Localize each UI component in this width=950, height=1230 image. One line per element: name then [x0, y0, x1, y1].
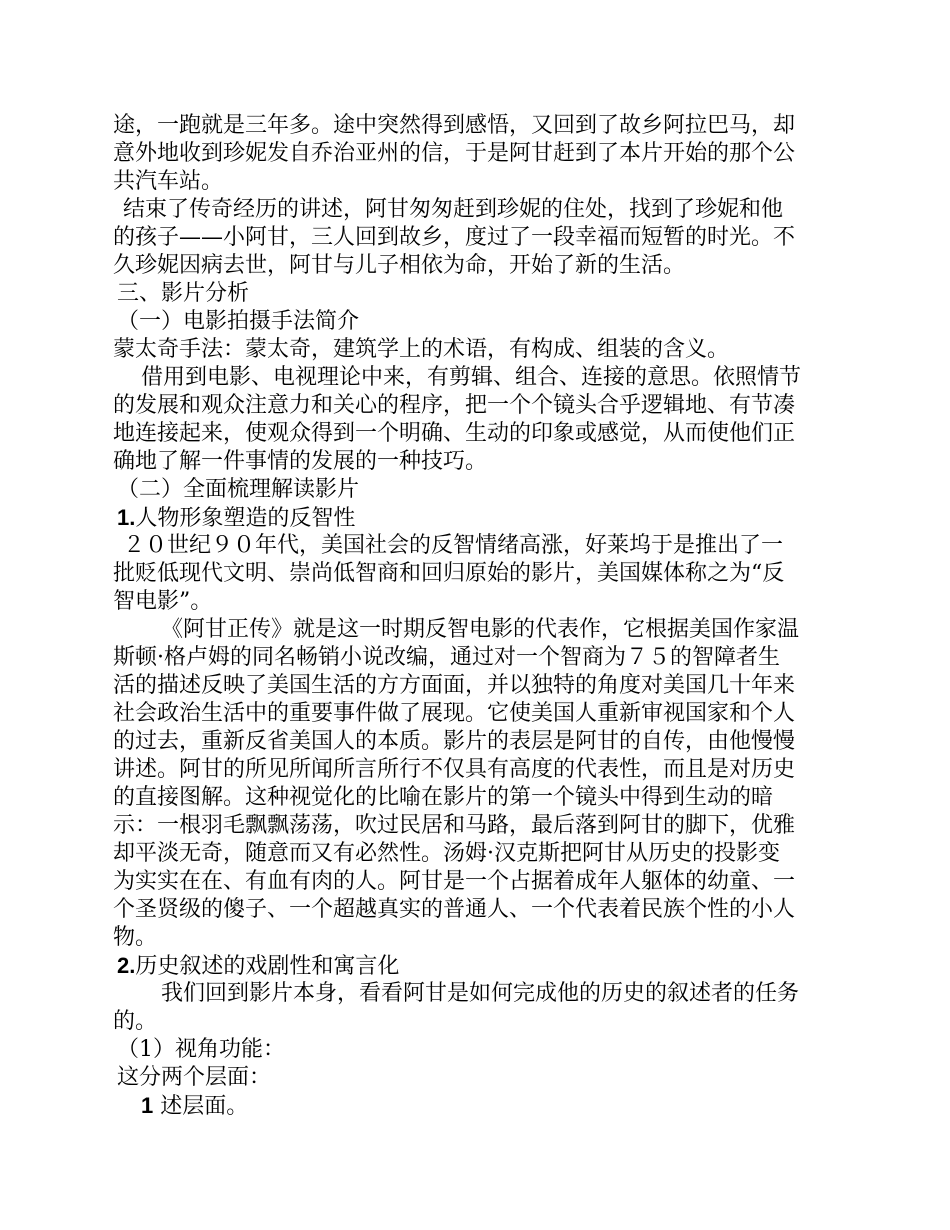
paragraph-line: 地连接起来，使观众得到一个明确、生动的印象或感觉，从而使他们正 [113, 421, 796, 446]
item-text: 述层面。 [160, 1094, 249, 1119]
subsection-heading: （一）电影拍摄手法简介 [117, 309, 360, 334]
paragraph-line: 蒙太奇手法：蒙太奇，建筑学上的术语，有构成、组装的含义。 [113, 337, 730, 362]
paragraph-line: 却平淡无奇，随意而又有必然性。汤姆·汉克斯把阿甘从历史的投影变 [113, 841, 780, 866]
paragraph-line: 久珍妮因病去世，阿甘与儿子相依为命，开始了新的生活。 [113, 253, 686, 278]
paragraph-line: 的过去，重新反省美国人的本质。影片的表层是阿甘的自传，由他慢慢 [113, 729, 796, 754]
paragraph-line: 活的描述反映了美国生活的方方面面，并以独特的角度对美国几十年来 [113, 673, 796, 698]
paragraph-line: 社会政治生活中的重要事件做了展现。它使美国人重新审视国家和个人 [113, 701, 796, 726]
paragraph-line: 我们回到影片本身，看看阿甘是如何完成他的历史的叙述者的任务 [161, 981, 800, 1006]
heading-text: 人物形象塑造的反智性 [135, 506, 356, 531]
numbered-heading [113, 504, 837, 532]
document-body [113, 112, 837, 1120]
paragraph-line: 的直接图解。这种视觉化的比喻在影片的第一个镜头中得到生动的暗 [113, 785, 774, 810]
paragraph-line: 意外地收到珍妮发自乔治亚州的信，于是阿甘赶到了本片开始的那个公 [113, 141, 796, 166]
paragraph-line: 的孩子——小阿甘，三人回到故乡，度过了一段幸福而短暂的时光。不 [113, 225, 796, 250]
paragraph-line: 确地了解一件事情的发展的一种技巧。 [113, 449, 488, 474]
paragraph-line: 的发展和观众注意力和关心的程序，把一个个镜头合乎逻辑地、有节凑 [113, 393, 796, 418]
paragraph-line: 批贬低现代文明、崇尚低智商和回归原始的影片，美国媒体称之为“反 [113, 561, 785, 586]
section-heading: 三、影片分析 [117, 281, 250, 306]
paragraph-line: 的。 [113, 1009, 158, 1034]
item-number: 1 [141, 1093, 154, 1118]
numbered-heading [113, 952, 837, 980]
paragraph-line: ２０世纪９０年代，美国社会的反智情绪高涨，好莱坞于是推出了一 [123, 533, 784, 558]
subsection-heading: （二）全面梳理解读影片 [117, 477, 360, 502]
paragraph-line: 示：一根羽毛飘飘荡荡，吹过民居和马路，最后落到阿甘的脚下，优雅 [113, 813, 796, 838]
paragraph-line: 共汽车站。 [113, 169, 224, 194]
numbered-item [113, 1092, 837, 1120]
paragraph-line: 结束了传奇经历的讲述，阿甘匆匆赶到珍妮的住处，找到了珍妮和他 [123, 197, 784, 222]
paragraph-line: 这分两个层面： [117, 1065, 272, 1090]
paragraph-line: 物。 [113, 925, 158, 950]
paragraph-line: 讲述。阿甘的所见所闻所言所行不仅具有高度的代表性，而且是对历史 [113, 757, 796, 782]
paragraph-line: 途，一跑就是三年多。途中突然得到感悟，又回到了故乡阿拉巴马，却 [113, 113, 796, 138]
subsection-heading: （1）视角功能： [117, 1037, 285, 1062]
heading-text: 历史叙述的戏剧性和寓言化 [135, 954, 400, 979]
paragraph-line: 《阿甘正传》就是这一时期反智电影的代表作，它根据美国作家温 [161, 617, 800, 642]
heading-number: 2. [117, 953, 136, 978]
paragraph-line: 为实实在在、有血有肉的人。阿甘是一个占据着成年人躯体的幼童、一 [113, 869, 796, 894]
paragraph-line: 斯顿·格卢姆的同名畅销小说改编，通过对一个智商为７５的智障者生 [113, 645, 780, 670]
paragraph-line: 个圣贤级的傻子、一个超越真实的普通人、一个代表着民族个性的小人 [113, 897, 796, 922]
paragraph-line: 借用到电影、电视理论中来，有剪辑、组合、连接的意思。依照情节 [141, 365, 802, 390]
paragraph-line: 智电影”。 [113, 589, 213, 614]
heading-number: 1. [117, 505, 136, 530]
